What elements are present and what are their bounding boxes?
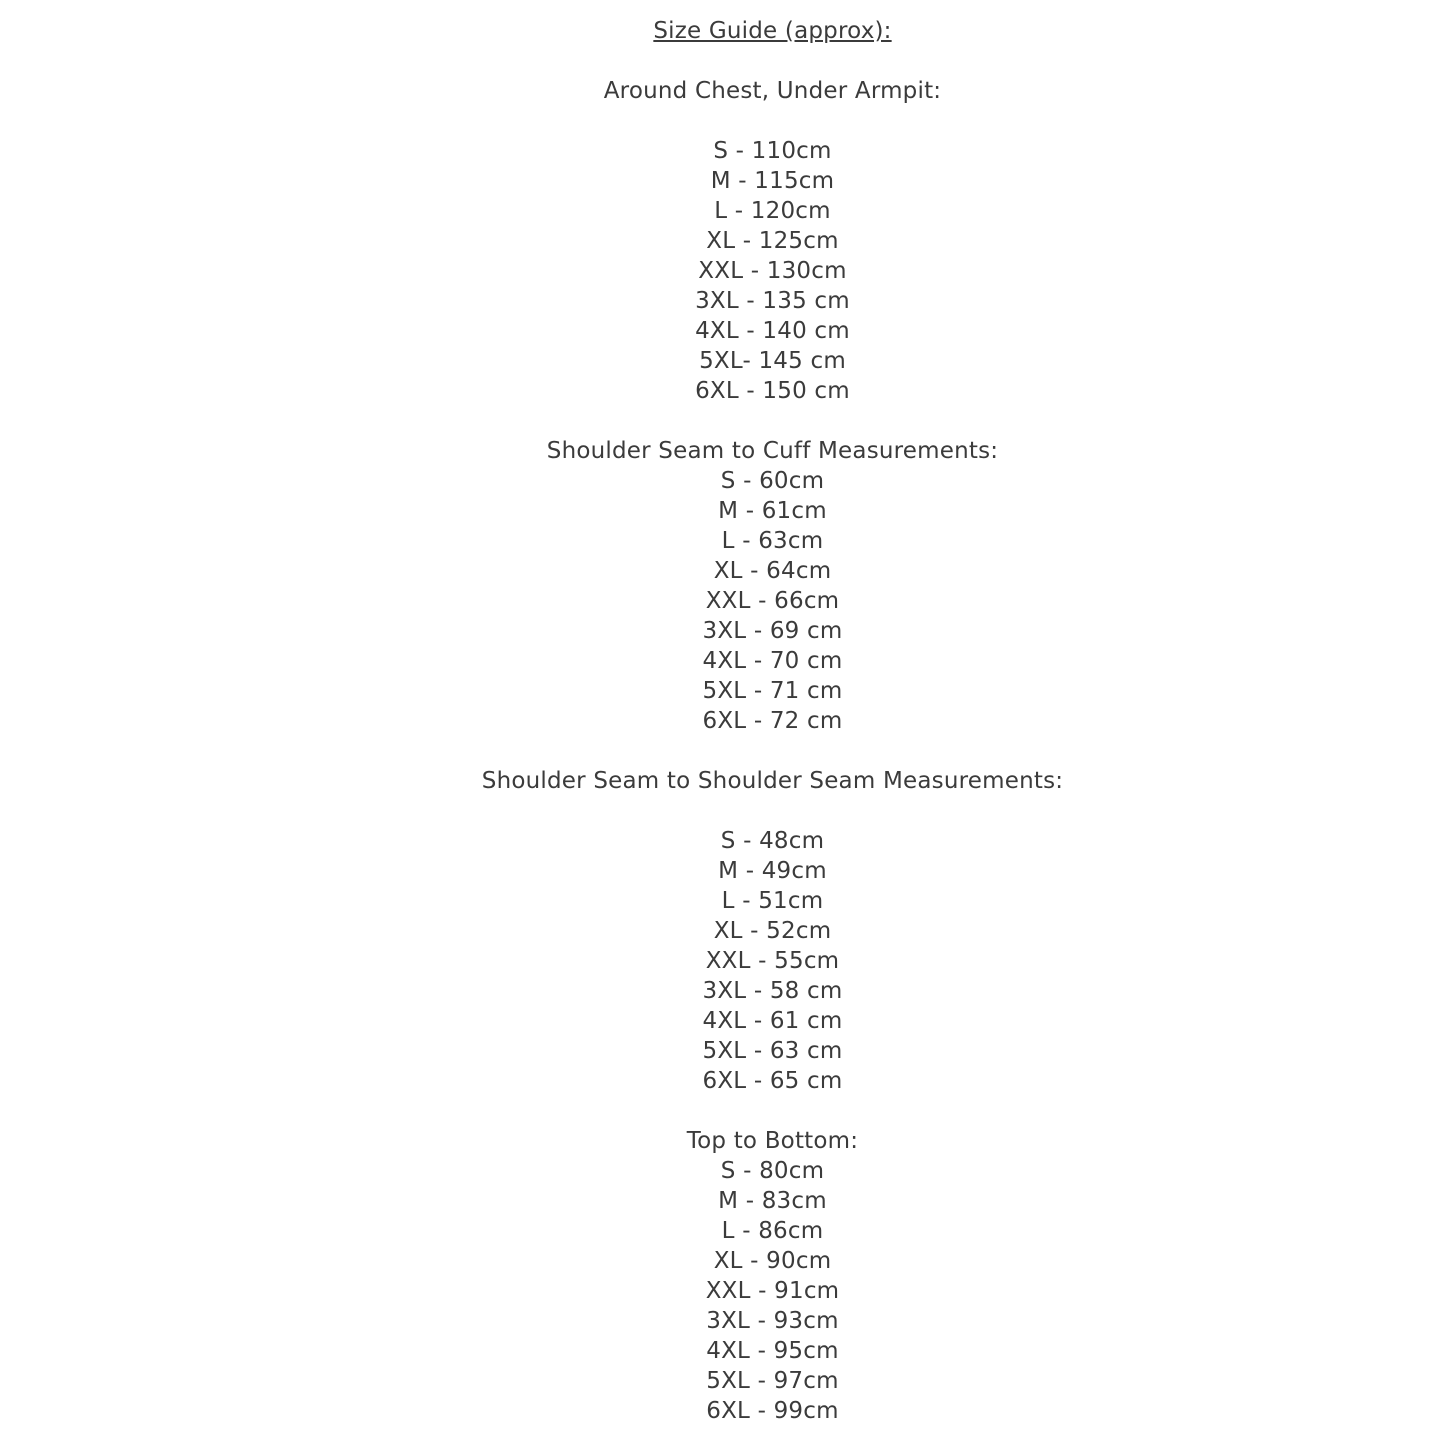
section-heading-top-to-bottom: Top to Bottom:	[686, 1128, 859, 1154]
size-row: XL - 52cm	[713, 918, 832, 944]
size-list-shoulder-to-shoulder	[100, 826, 1445, 1096]
size-row: L - 51cm	[721, 888, 824, 914]
size-row: 3XL - 58 cm	[702, 978, 843, 1004]
size-list-shoulder-to-cuff	[100, 466, 1445, 736]
size-row: 3XL - 135 cm	[695, 288, 850, 314]
section-heading-shoulder-to-cuff: Shoulder Seam to Cuff Measurements:	[546, 438, 999, 464]
size-row: L - 86cm	[721, 1218, 824, 1244]
size-row: XXL - 91cm	[705, 1278, 840, 1304]
size-row: 5XL - 71 cm	[702, 678, 843, 704]
section-heading-shoulder-to-shoulder: Shoulder Seam to Shoulder Seam Measurements:	[481, 768, 1064, 794]
size-row: XXL - 55cm	[705, 948, 840, 974]
size-row: 3XL - 69 cm	[702, 618, 843, 644]
size-row: 5XL - 63 cm	[702, 1038, 843, 1064]
size-row: 6XL - 99cm	[706, 1398, 839, 1424]
section-top-to-bottom	[100, 1126, 1445, 1426]
size-row: 4XL - 95cm	[706, 1338, 839, 1364]
size-row: S - 48cm	[720, 828, 825, 854]
size-row: M - 83cm	[718, 1188, 827, 1214]
size-row: M - 61cm	[718, 498, 827, 524]
size-row: 6XL - 150 cm	[695, 378, 850, 404]
size-row: 4XL - 70 cm	[702, 648, 843, 674]
size-row: 5XL - 97cm	[706, 1368, 839, 1394]
size-row: XL - 125cm	[706, 228, 839, 254]
size-row: L - 120cm	[714, 198, 831, 224]
size-list-around-chest	[100, 136, 1445, 406]
size-row: S - 60cm	[720, 468, 825, 494]
size-row: XXL - 130cm	[698, 258, 847, 284]
page-title: Size Guide (approx):	[653, 18, 892, 44]
size-row: XXL - 66cm	[705, 588, 840, 614]
size-row: M - 49cm	[718, 858, 827, 884]
size-row: 6XL - 72 cm	[702, 708, 843, 734]
section-heading-around-chest: Around Chest, Under Armpit:	[603, 78, 942, 104]
section-shoulder-to-shoulder	[100, 766, 1445, 1096]
section-shoulder-to-cuff	[100, 436, 1445, 736]
size-row: 5XL- 145 cm	[699, 348, 846, 374]
size-row: XL - 64cm	[713, 558, 832, 584]
size-list-top-to-bottom	[100, 1156, 1445, 1426]
size-row: XL - 90cm	[713, 1248, 832, 1274]
size-row: L - 63cm	[721, 528, 824, 554]
size-row: S - 80cm	[720, 1158, 825, 1184]
size-row: M - 115cm	[710, 168, 835, 194]
size-row: 4XL - 140 cm	[695, 318, 850, 344]
size-row: 4XL - 61 cm	[702, 1008, 843, 1034]
size-row: S - 110cm	[713, 138, 832, 164]
size-row: 3XL - 93cm	[706, 1308, 839, 1334]
size-row: 6XL - 65 cm	[702, 1068, 843, 1094]
section-around-chest	[100, 76, 1445, 406]
